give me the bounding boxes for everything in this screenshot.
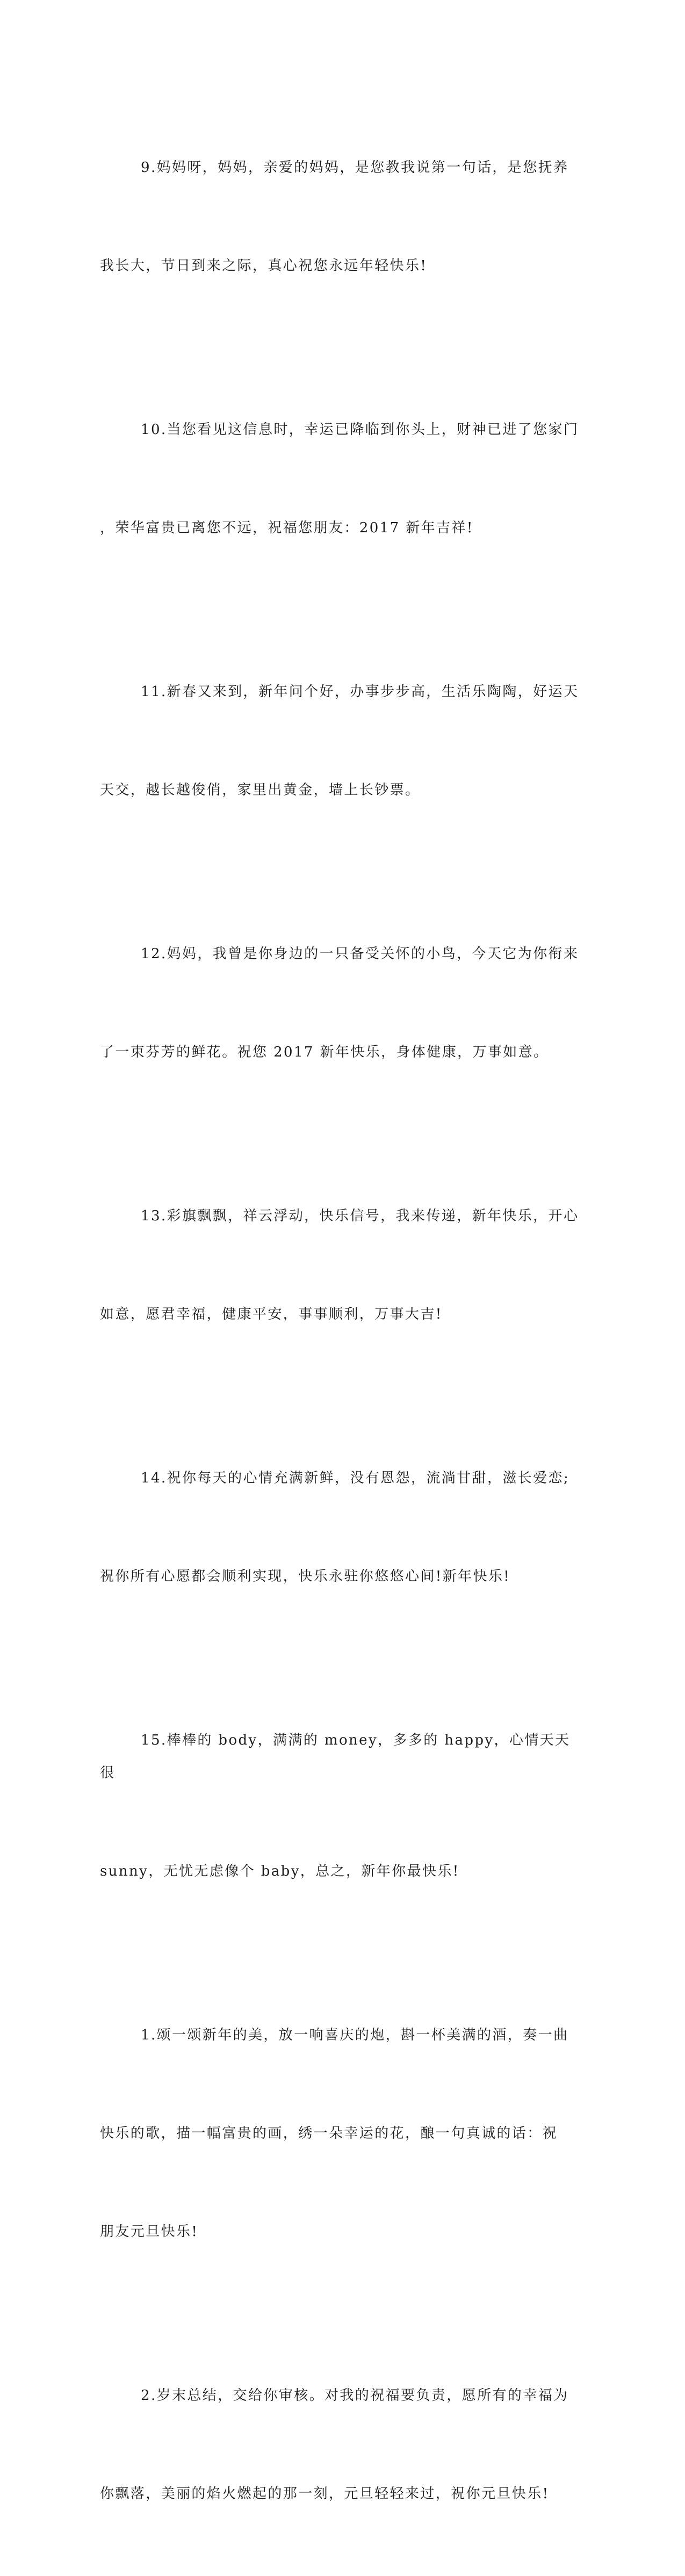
paragraph-9 [100, 86, 581, 348]
paragraph-line: 14.祝你每天的心情充满新鲜，没有恩怨，流淌甘甜，滋长爱恋; [141, 1470, 570, 1486]
paragraph-line: 12.妈妈，我曾是你身边的一只备受关怀的小鸟，今天它为你衔来 [141, 946, 579, 962]
paragraph-15 [100, 1659, 581, 1953]
paragraph-line: 9.妈妈呀，妈妈，亲爱的妈妈，是您教我说第一句话，是您抚养 [141, 160, 569, 176]
paragraph-line: 2.岁末总结，交给你审核。对我的祝福要负责，愿所有的幸福为 [141, 2387, 569, 2404]
paragraph-line: 1.颂一颂新年的美，放一响喜庆的炮，斟一杯美满的酒，奏一曲 [141, 2027, 569, 2043]
paragraph-line: 你飘落，美丽的焰火燃起的那一刻，元旦轻轻来过，祝你元旦快乐! [100, 2486, 550, 2502]
paragraph-2 [100, 2314, 581, 2576]
paragraph-line: 快乐的歌，描一幅富贵的画，绣一朵幸运的花，酿一句真诚的话：祝 [100, 2125, 558, 2141]
paragraph-1 [100, 1953, 581, 2314]
paragraph-line: 了一束芬芳的鲜花。祝您 2017 新年快乐，身体健康，万事如意。 [100, 1044, 549, 1060]
paragraph-12 [100, 872, 581, 1134]
paragraph-line: 朋友元旦快乐! [100, 2224, 199, 2240]
paragraph-line: 13.彩旗飘飘，祥云浮动，快乐信号，我来传递，新年快乐，开心 [141, 1208, 579, 1224]
paragraph-line: 我长大，节日到来之际，真心祝您永远年轻快乐! [100, 258, 428, 274]
document-body [100, 86, 581, 2576]
paragraph-line: 10.当您看见这信息时，幸运已降临到你头上，财神已进了您家门 [141, 422, 579, 438]
paragraph-line: 如意，愿君幸福，健康平安，事事顺利，万事大吉! [100, 1306, 443, 1322]
paragraph-line: sunny，无忧无虑像个 baby，总之，新年你最快乐! [100, 1863, 460, 1879]
paragraph-14 [100, 1396, 581, 1659]
paragraph-11 [100, 610, 581, 872]
paragraph-line: 11.新春又来到，新年问个好，办事步步高，生活乐陶陶，好运天 [141, 684, 579, 700]
paragraph-10 [100, 348, 581, 610]
paragraph-line: 15.棒棒的 body，满满的 money，多多的 happy，心情天天很 [100, 1732, 571, 1781]
paragraph-line: ，荣华富贵已离您不远，祝福您朋友：2017 新年吉祥! [100, 520, 474, 536]
paragraph-line: 祝你所有心愿都会顺利实现，快乐永驻你悠悠心间!新年快乐! [100, 1568, 511, 1584]
paragraph-13 [100, 1134, 581, 1396]
paragraph-line: 天交，越长越俊俏，家里出黄金，墙上长钞票。 [100, 782, 421, 798]
